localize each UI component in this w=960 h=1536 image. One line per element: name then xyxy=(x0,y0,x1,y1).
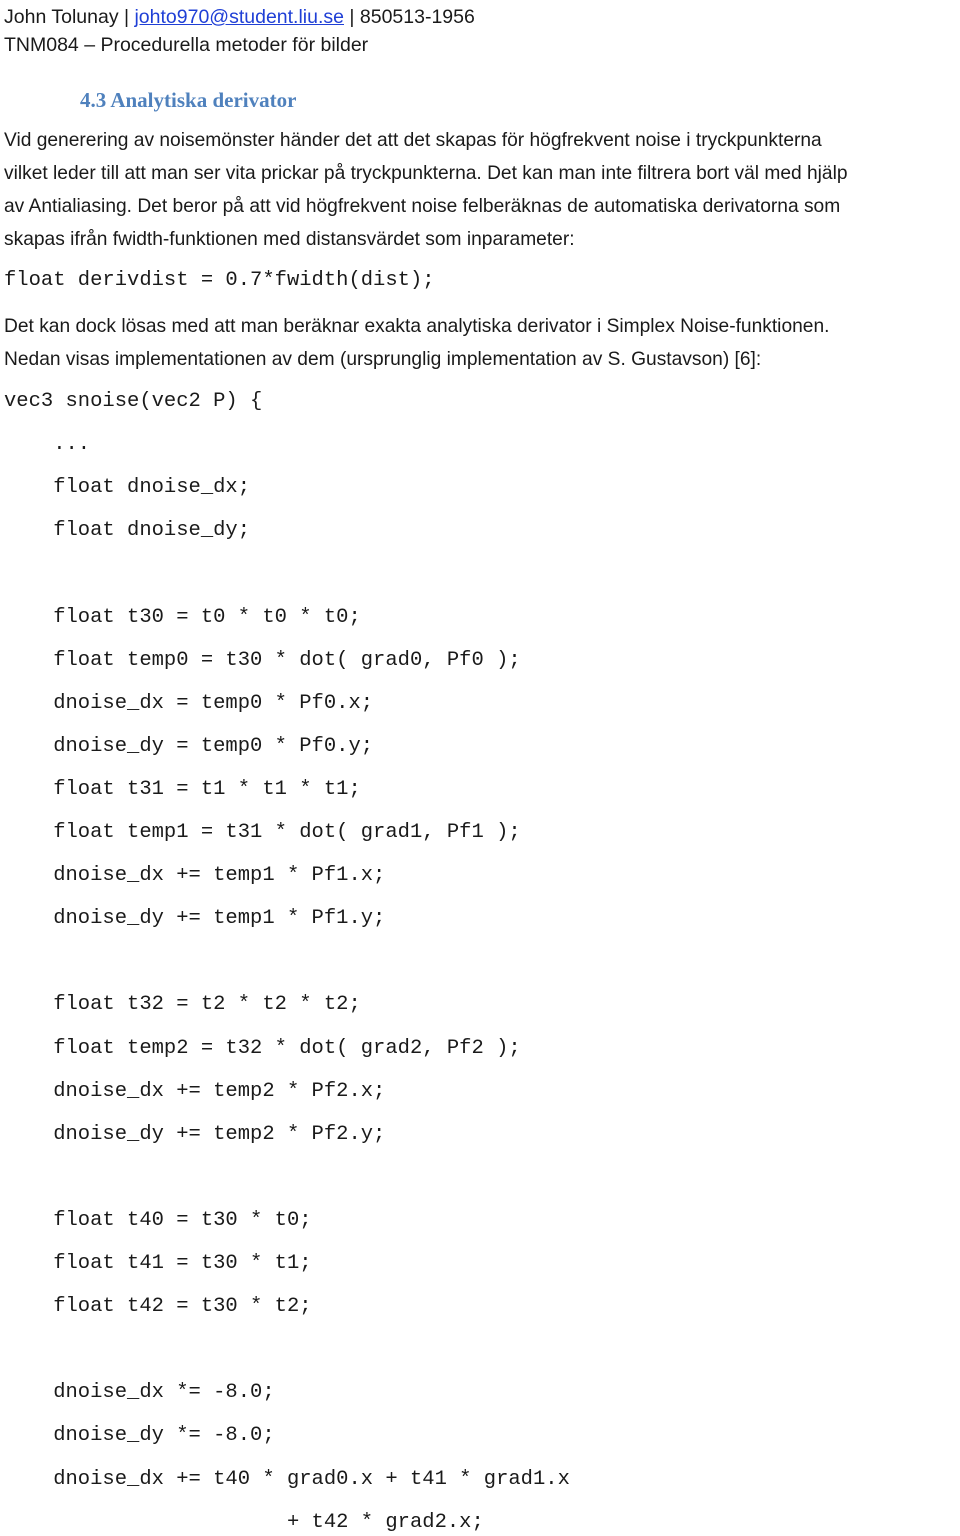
section-heading: 4.3 Analytiska derivator xyxy=(80,88,297,112)
header-line-author xyxy=(4,3,475,31)
code-line: dnoise_dx = temp0 * Pf0.x; xyxy=(4,691,374,715)
code-line: float dnoise_dx; xyxy=(4,476,251,500)
code-line: float t32 = t2 * t2 * t2; xyxy=(4,993,361,1017)
code-line: dnoise_dy *= -8.0; xyxy=(4,1424,275,1448)
paragraph-intro xyxy=(4,124,848,256)
code-line: dnoise_dx += temp1 * Pf1.x; xyxy=(4,864,386,888)
code-line: float t31 = t1 * t1 * t1; xyxy=(4,777,361,801)
paragraph-line: Det kan dock lösas med att man beräknar exakta analytiska derivator i Simplex Noise-funktionen. xyxy=(4,316,830,337)
code-line: ... xyxy=(4,433,91,457)
author-name: John Tolunay | xyxy=(4,6,135,28)
author-email-link[interactable]: johto970@student.liu.se xyxy=(134,6,344,28)
code-line: float t41 = t30 * t1; xyxy=(4,1252,312,1275)
code-line: float temp0 = t30 * dot( grad0, Pf0 ); xyxy=(4,648,521,672)
code-line: float dnoise_dy; xyxy=(4,519,251,543)
code-line: float temp1 = t31 * dot( grad1, Pf1 ); xyxy=(4,821,521,844)
code-line: float temp2 = t32 * dot( grad2, Pf2 ); xyxy=(4,1036,521,1060)
code-line: dnoise_dy += temp1 * Pf1.y; xyxy=(4,907,386,931)
code-line: + t42 * grad2.x; xyxy=(4,1510,484,1534)
document-header xyxy=(4,3,475,59)
code-line: float t42 = t30 * t2; xyxy=(4,1295,312,1319)
paragraph-line: Nedan visas implementationen av dem (ursprunglig implementation av S. Gustavson) [6]: xyxy=(4,349,762,370)
paragraph-line: skapas ifrån fwidth-funktionen med distansvärdet som inparameter: xyxy=(4,229,575,250)
paragraph-solution xyxy=(4,310,829,376)
code-line: dnoise_dx *= -8.0; xyxy=(4,1381,275,1405)
code-line: dnoise_dx += t40 * grad0.x + t41 * grad1.x xyxy=(4,1467,570,1491)
code-line: float t40 = t30 * t0; xyxy=(4,1208,312,1232)
code-line: vec3 snoise(vec2 P) { xyxy=(4,390,263,413)
code-line: dnoise_dx += temp2 * Pf2.x; xyxy=(4,1079,386,1103)
code-snippet-derivdist: float derivdist = 0.7*fwidth(dist); xyxy=(4,269,435,292)
author-id: | 850513-1956 xyxy=(344,6,475,28)
course-title: TNM084 – Procedurella metoder för bilder xyxy=(4,34,369,56)
paragraph-line: vilket leder till att man ser vita prickar på tryckpunkterna. Det kan man inte filtrera bort väl med hjälp xyxy=(4,163,848,184)
paragraph-line: Vid generering av noisemönster händer det att det skapas för högfrekvent noise i tryckpunkterna xyxy=(4,130,822,151)
paragraph-line: av Antialiasing. Det beror på att vid högfrekvent noise felberäknas de automatiska derivatorna som xyxy=(4,196,841,217)
code-line: dnoise_dy += temp2 * Pf2.y; xyxy=(4,1122,386,1146)
code-line: float t30 = t0 * t0 * t0; xyxy=(4,605,361,629)
code-line: dnoise_dy = temp0 * Pf0.y; xyxy=(4,734,374,758)
